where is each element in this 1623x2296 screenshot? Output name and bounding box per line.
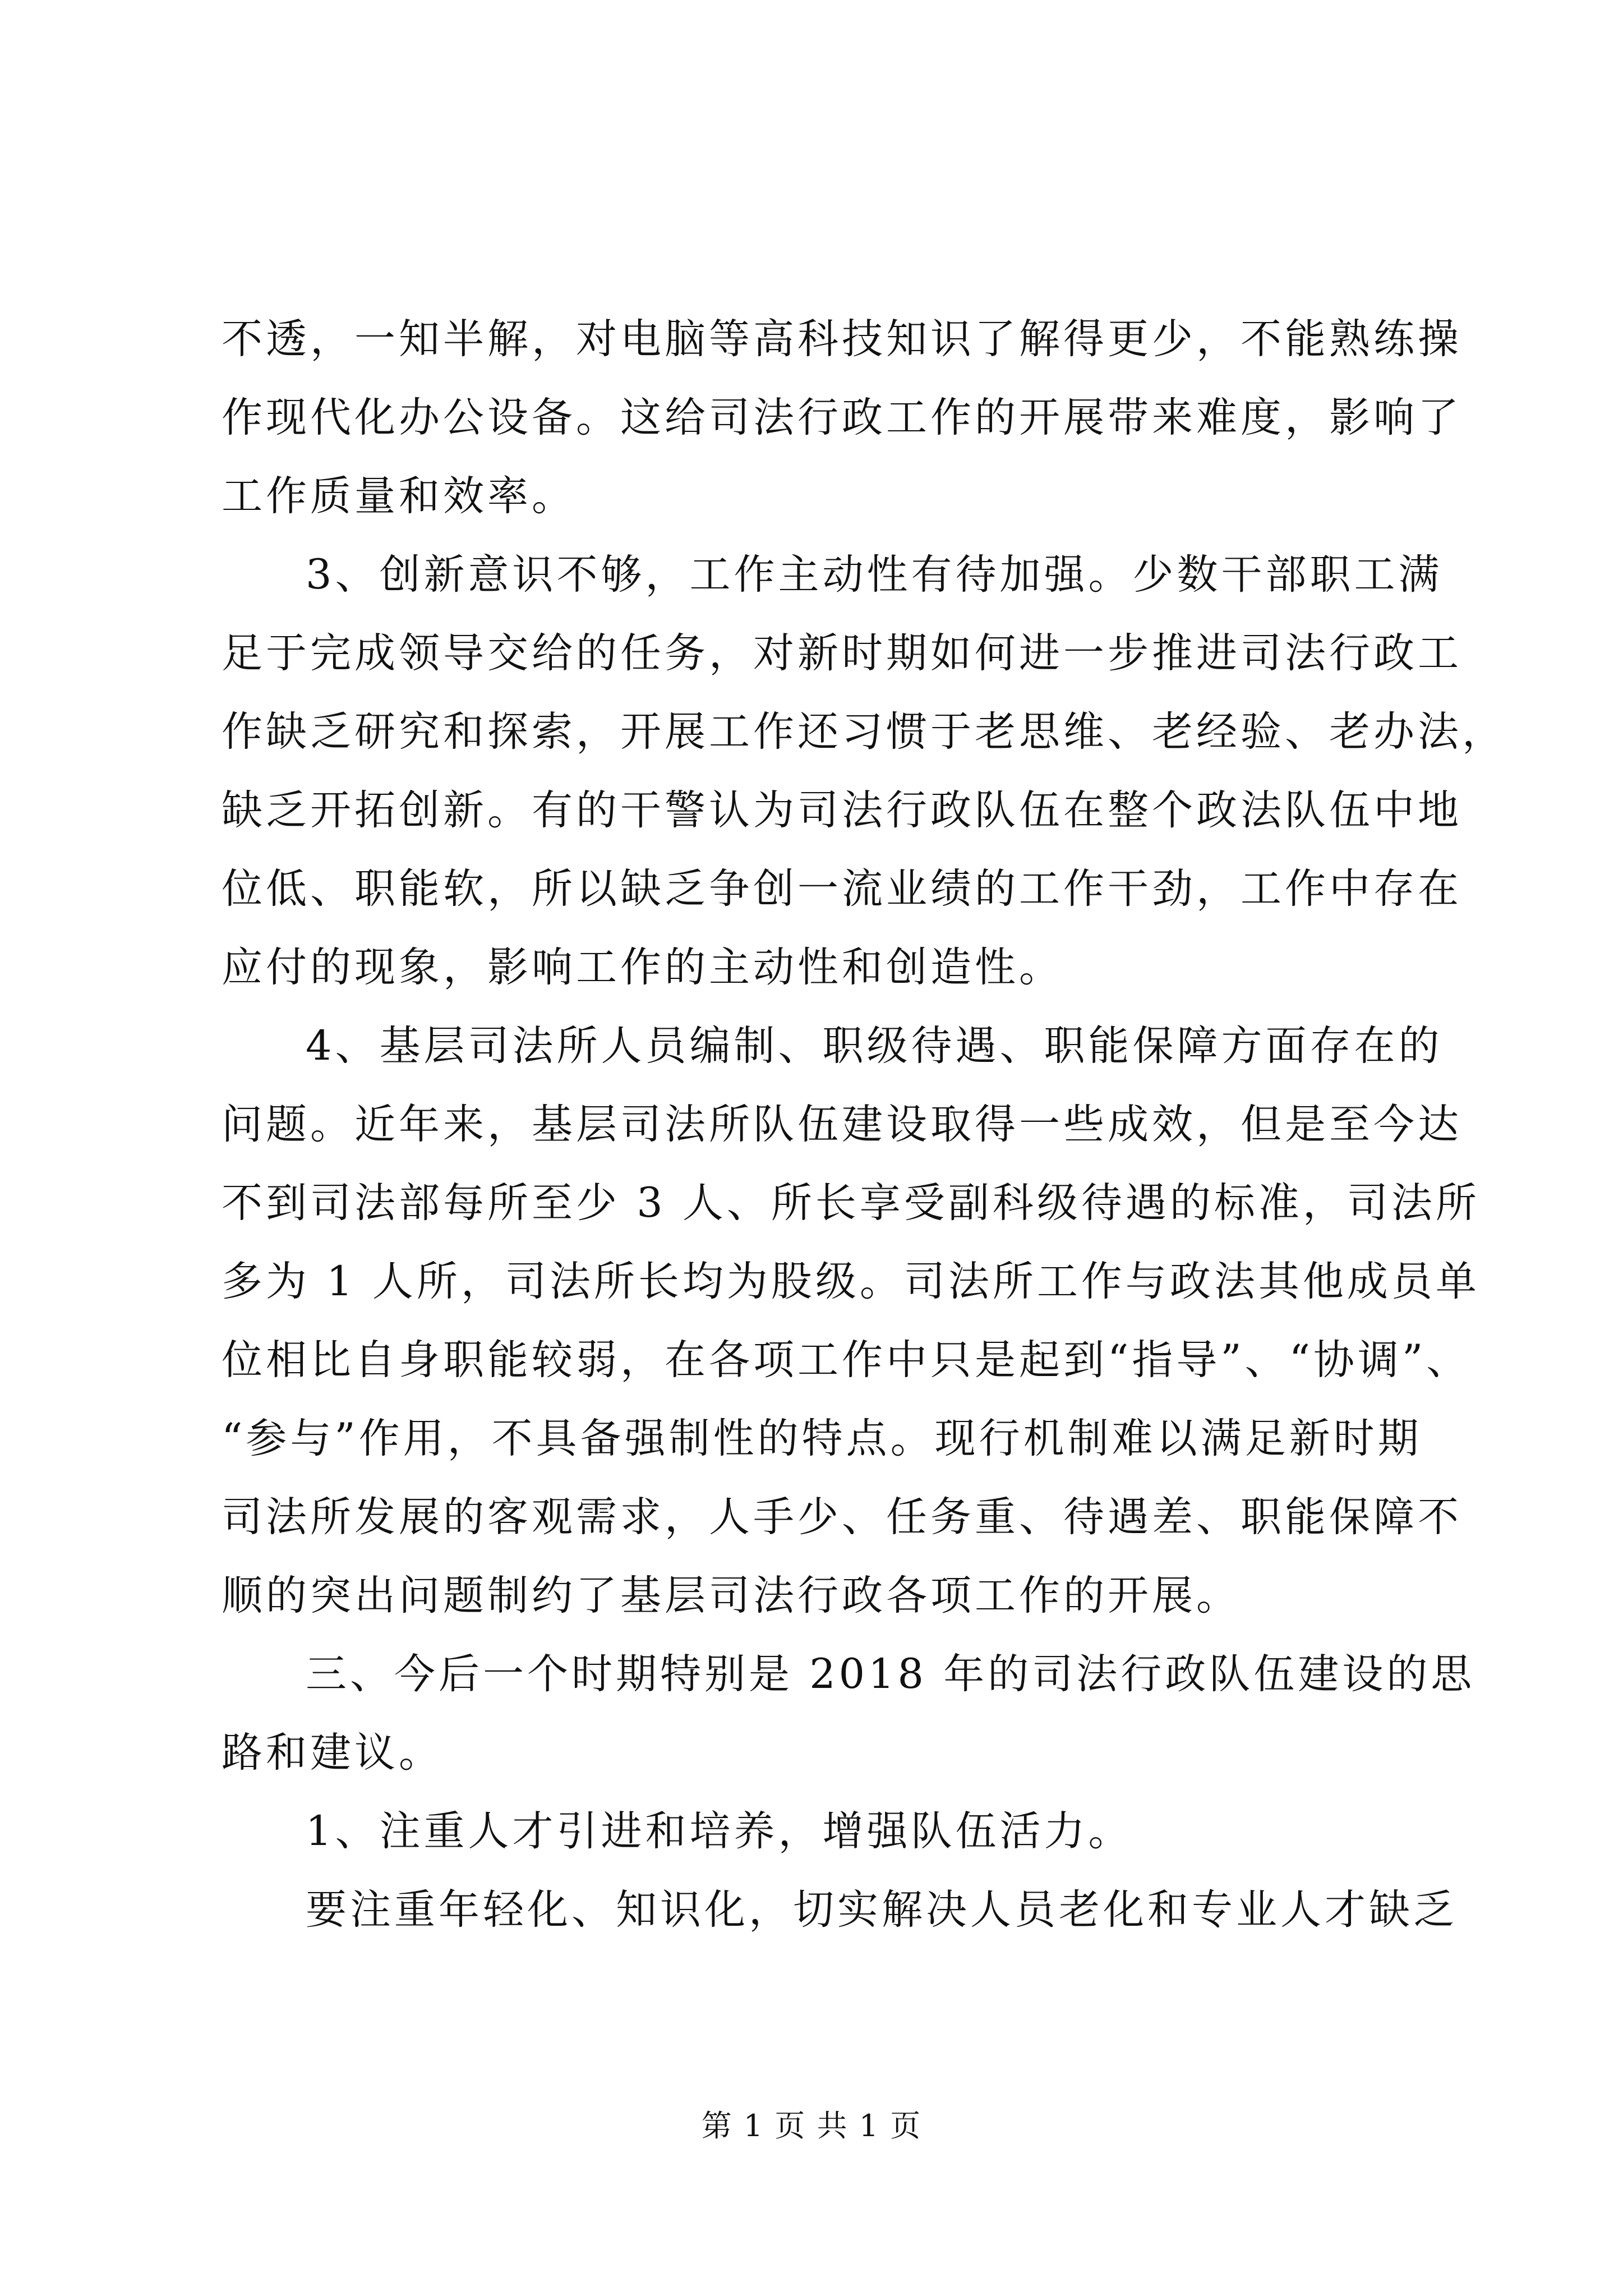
- text-line: 问题。近年来，基层司法所队伍建设取得一些成效，但是至今达: [222, 1101, 1462, 1148]
- text-line: 不到司法部每所至少 3 人、所长享受副科级待遇的标准，司法所: [222, 1179, 1480, 1227]
- text-line: 三、今后一个时期特别是 2018 年的司法行政队伍建设的思: [306, 1650, 1476, 1698]
- text-line: 3、创新意识不够，工作主动性有待加强。少数干部职工满: [306, 551, 1443, 599]
- text-line: 路和建议。: [222, 1729, 443, 1777]
- text-line: 要注重年轻化、知识化，切实解决人员老化和专业人才缺乏: [306, 1886, 1458, 1934]
- text-line: 作现代化办公设备。这给司法行政工作的开展带来难度，影响了: [222, 394, 1462, 441]
- text-line: 位低、职能软，所以缺乏争创一流业绩的工作干劲，工作中存在: [222, 865, 1462, 913]
- text-line: 位相比自身职能较弱，在各项工作中只是起到“指导”、“协调”、: [222, 1336, 1471, 1384]
- text-line: 足于完成领导交给的任务，对新时期如何进一步推进司法行政工: [222, 629, 1462, 677]
- text-line: “参与”作用，不具备强制性的特点。现行机制难以满足新时期: [222, 1415, 1422, 1462]
- text-line: 工作质量和效率。: [222, 472, 576, 520]
- text-line: 顺的突出问题制约了基层司法行政各项工作的开展。: [222, 1572, 1241, 1619]
- text-line: 缺乏开拓创新。有的干警认为司法行政队伍在整个政法队伍中地: [222, 786, 1462, 834]
- text-line: 司法所发展的客观需求，人手少、任务重、待遇差、职能保障不: [222, 1493, 1462, 1541]
- page-footer: 第 1 页 共 1 页: [701, 2108, 922, 2143]
- text-line: 应付的现象，影响工作的主动性和创造性。: [222, 944, 1063, 991]
- body-text: [222, 300, 1506, 1949]
- text-line: 不透，一知半解，对电脑等高科技知识了解得更少，不能熟练操: [222, 315, 1462, 363]
- text-line: 4、基层司法所人员编制、职级待遇、职能保障方面存在的: [306, 1022, 1443, 1070]
- text-line: 作缺乏研究和探索，开展工作还习惯于老思维、老经验、老办法，: [222, 708, 1506, 756]
- text-line: 多为 1 人所，司法所长均为股级。司法所工作与政法其他成员单: [222, 1258, 1480, 1305]
- text-line: 1、注重人才引进和培养，增强队伍活力。: [306, 1807, 1133, 1855]
